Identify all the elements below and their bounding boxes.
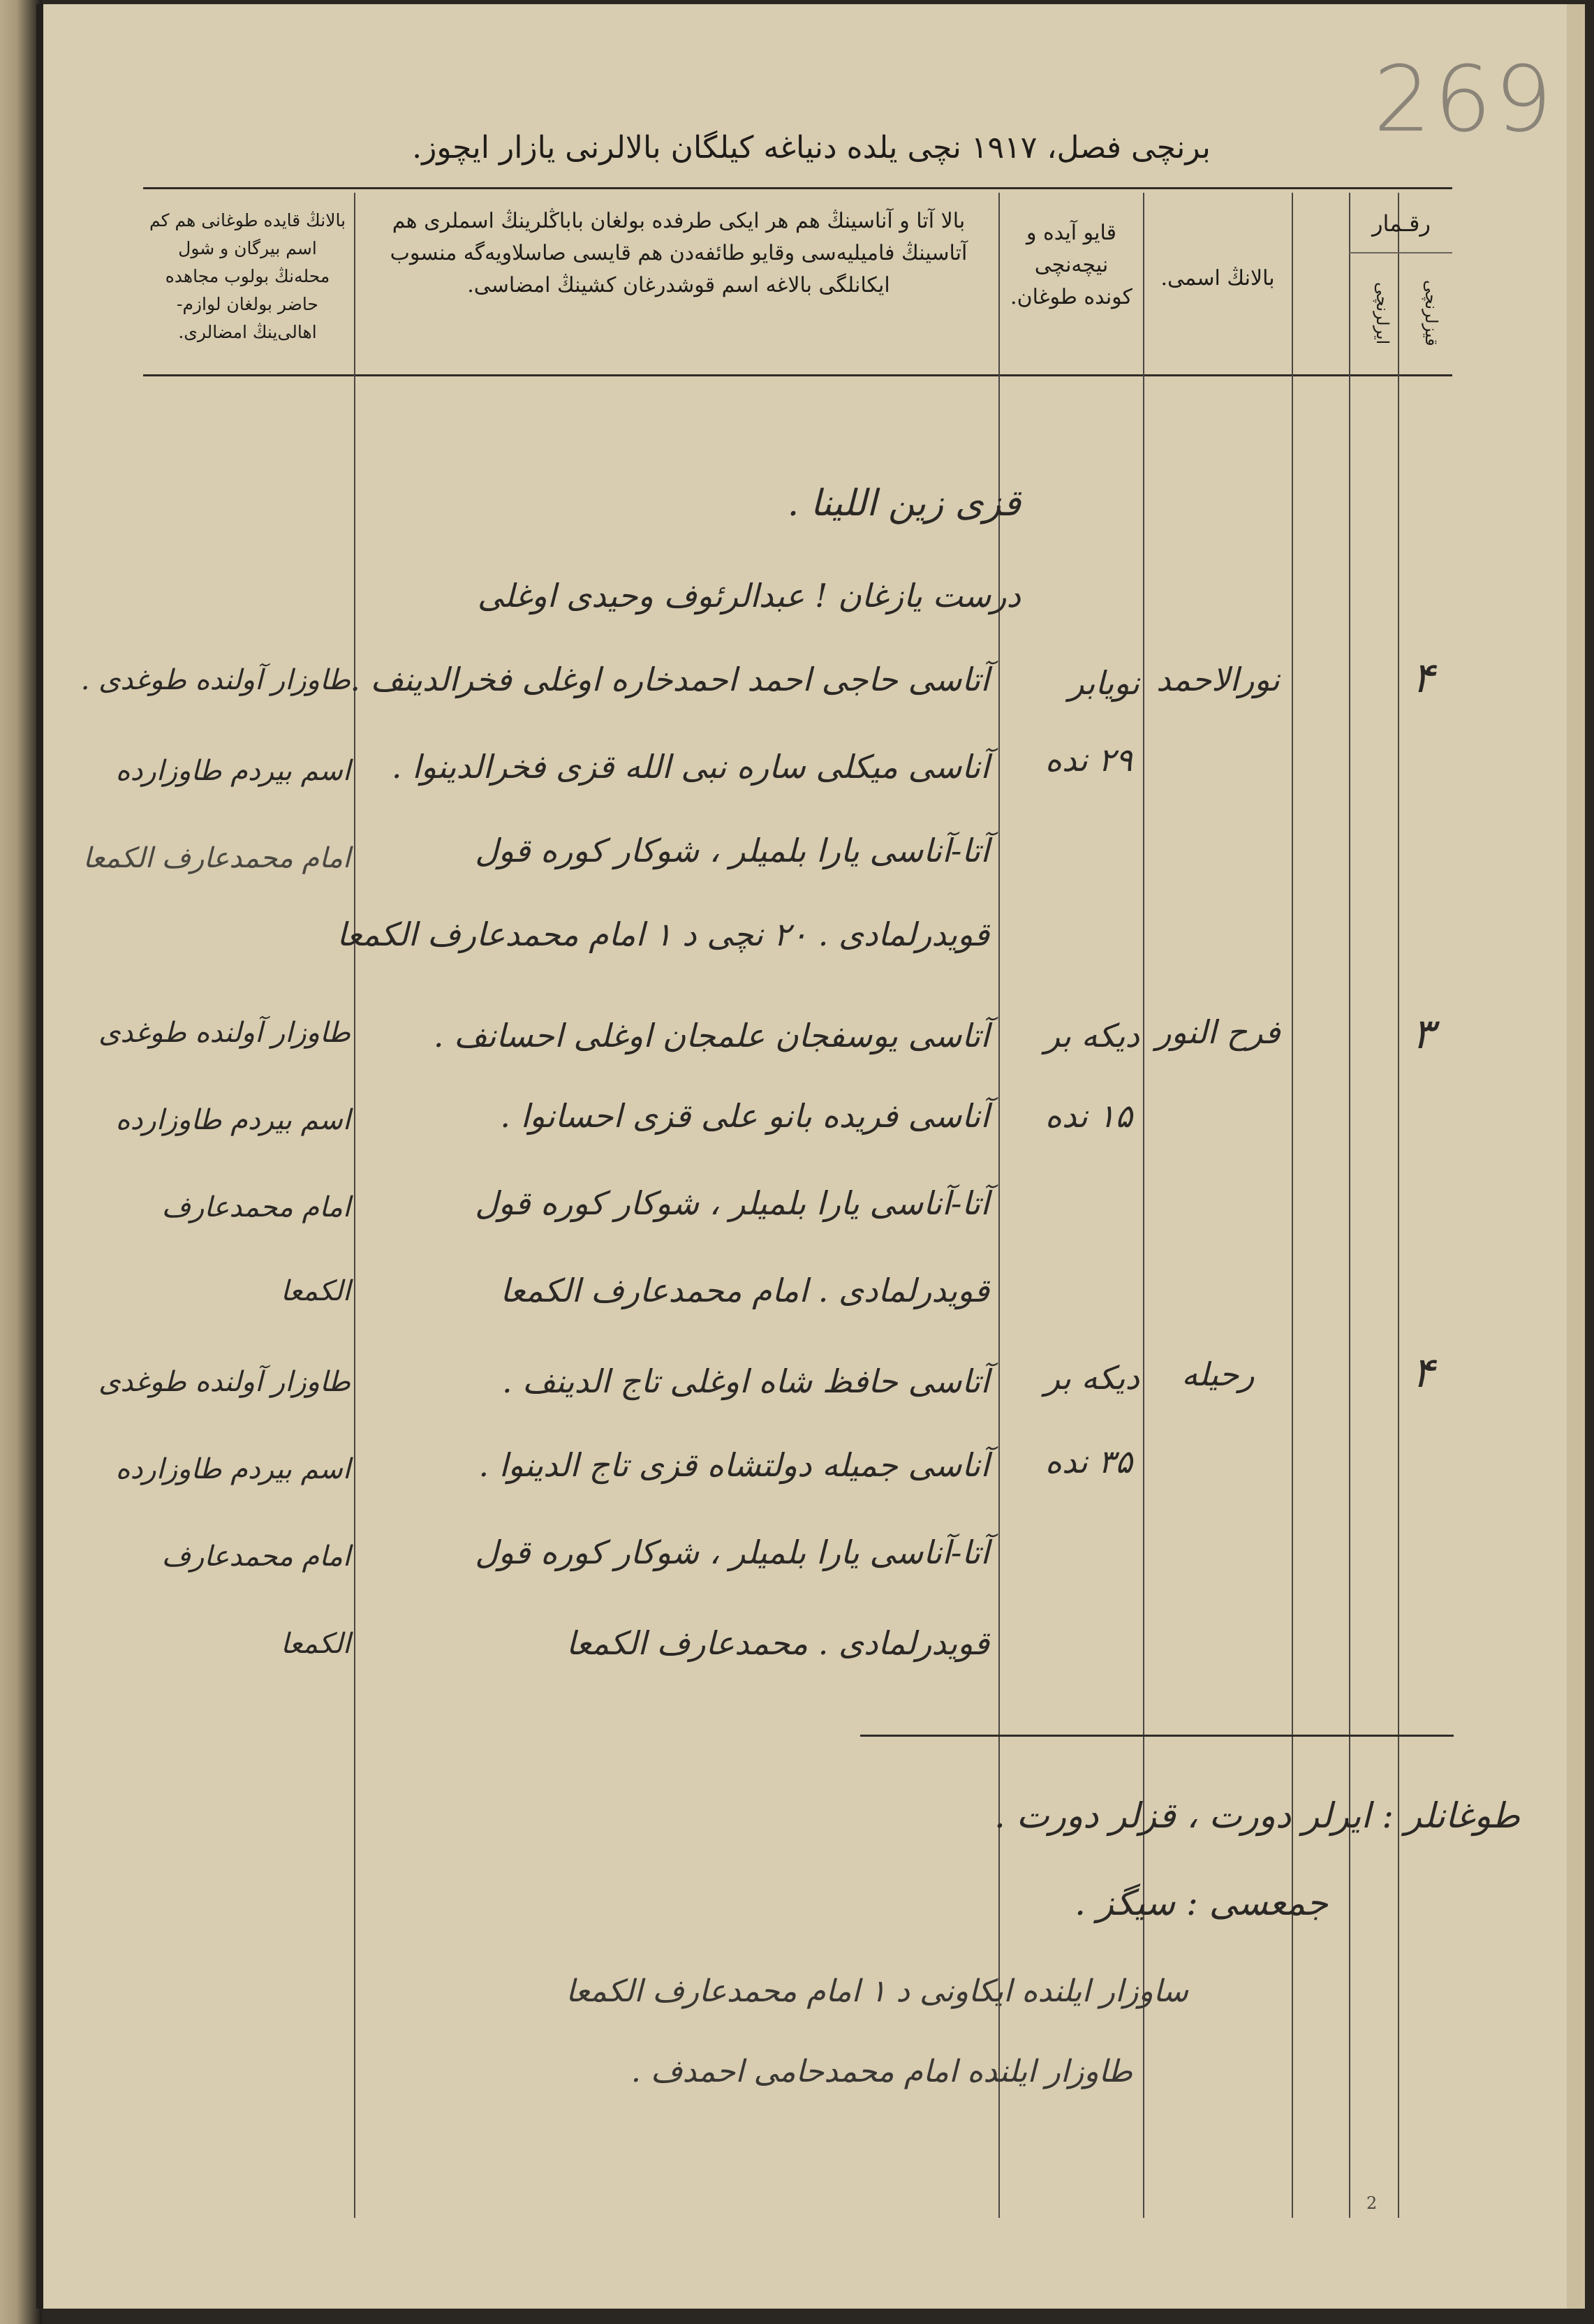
column-divider: [1398, 193, 1399, 2218]
remarks-line: اسم بیردم طاوزارده: [115, 1104, 350, 1136]
pencil-page-number: 269: [1373, 46, 1556, 152]
parents-line: آتا-آناسی یارا بلمیلر ، شوکار کوره قول: [475, 1184, 989, 1222]
header-number: رقـمار: [1372, 210, 1431, 237]
parents-line: آناسی جمیله دولتشاه قزی تاج الدینوا .: [478, 1446, 989, 1484]
birth-day: ۱۵ نده: [1045, 1097, 1132, 1135]
parents-line: قویدرلمادی . امام محمدعارف الکمعا: [500, 1272, 989, 1309]
summary-rule: [860, 1735, 1454, 1737]
remarks-line: طاوزار آولنده طوغدی: [98, 1017, 350, 1049]
column-divider: [354, 193, 355, 2218]
page-title: برنچی فصل، ۱۹۱۷ نچی یلده دنیاغه کیلگان بالالرنی یازار ایچوز.: [412, 130, 1211, 166]
entry-number: ۴: [1412, 1348, 1435, 1397]
child-name: نورالاحمد: [1156, 661, 1280, 698]
header-parents: بالا آتا و آناسینڭ هم هر ایکی طرفده بولغان باباڭلرینڭ اسملری هم آتاسینڭ فامیلیه‌سی وقایو طائفه‌دن هم قایسی صاسلاویه‌گه منسوب ایکانلگی بالاغه اسم قوشدرغان کشینڭ امضاسی.: [390, 209, 968, 297]
parents-line: آتاسی حافظ شاه اوغلی تاج الدینف .: [502, 1362, 989, 1400]
entry-number: ۴: [1412, 654, 1435, 703]
child-name: فرح النور: [1156, 1013, 1281, 1051]
binding-edge: [0, 0, 42, 2324]
number-subheader-rule: [1349, 252, 1452, 253]
entry-number: ۳: [1412, 1010, 1435, 1059]
remarks-line: طاوزار آولنده طوغدی: [98, 1366, 350, 1398]
header-birth-date: قایو آیده و نیچه‌نچی کونده طوغان.: [1010, 221, 1132, 309]
remarks-line: امام محمدعارف: [161, 1191, 350, 1223]
parents-line: آناسی میکلی ساره نبی الله قزی فخرالدینوا .: [391, 748, 989, 786]
parents-line: قویدرلمادی . ۲۰ نچی د ۱ امام محمدعارف الکمعا: [337, 915, 989, 953]
parents-line: آتا-آناسی یارا بلمیلر ، شوکار کوره قول: [475, 832, 989, 869]
remarks-line: الکمعا: [281, 1275, 350, 1307]
births-total: جمعسی : سیگز .: [1075, 1883, 1328, 1923]
column-divider: [1349, 193, 1350, 2218]
birth-month: دیکه بر: [1044, 1359, 1139, 1397]
header-top-rule: [143, 187, 1452, 189]
ledger-page: [36, 4, 1585, 2309]
header-child-name: بالانڭ اسمی.: [1160, 266, 1275, 290]
remarks-line: امام محمدعارف: [161, 1540, 350, 1573]
remarks-line: اسم بیردم طاوزارده: [115, 1453, 350, 1485]
header-remarks: بالانڭ قایده طوغانی هم کم اسم بیرگان و شول محله‌نڭ بولوب مجاهده حاضر بولغان لوازم-اهالی‌ینڭ امضالری.: [149, 210, 346, 342]
parents-line: آتاسی یوسفجان علمجان اوغلی احسانف .: [433, 1017, 989, 1054]
birth-day: ۳۵ نده: [1045, 1443, 1132, 1480]
header-number-boys: ایرلرنچی: [1373, 281, 1392, 345]
remarks-line: طاوزار آولنده طوغدی .: [80, 664, 350, 696]
remarks-line: الکمعا: [281, 1628, 350, 1660]
parents-line: قویدرلمادی . محمدعارف الکمعا: [566, 1624, 989, 1662]
header-number-girls: قیزلرنچی: [1422, 280, 1441, 346]
birth-day: ۲۹ نده: [1045, 741, 1132, 779]
certification-line: طاوزار ایلنده امام محمدحامی احمدف .: [630, 2054, 1132, 2089]
remarks-line: اسم بیردم طاوزارده: [115, 755, 350, 787]
parents-line: آتاسی حاجی احمد احمدخاره اوغلی فخرالدینف .: [350, 661, 989, 698]
footer-page-number: 2: [1366, 2193, 1378, 2213]
header-bottom-rule: [143, 374, 1452, 376]
imam-signature: امام محمدعارف الکمعا: [82, 842, 350, 874]
birth-month: دیکه بر: [1044, 1017, 1139, 1054]
certification-line: ساوزار ایلنده ایکاونی د ۱ امام محمدعارف الکمعا: [566, 1973, 1188, 2009]
parents-line: آناسی فریده بانو علی قزی احسانوا .: [500, 1097, 989, 1135]
page-edge: [1567, 4, 1585, 2309]
parents-line: آتا-آناسی یارا بلمیلر ، شوکار کوره قول: [475, 1534, 989, 1571]
section-heading: قزی زین اللینا .: [787, 483, 1021, 524]
births-summary: طوغانلر : ایرلر دورت ، قزلر دورت .: [994, 1795, 1520, 1836]
child-name: رحیله: [1181, 1355, 1255, 1393]
correct-note: درست یازغان ! عبدالرئوف وحیدی اوغلی: [477, 577, 1021, 615]
birth-month: نویابر: [1068, 664, 1139, 702]
